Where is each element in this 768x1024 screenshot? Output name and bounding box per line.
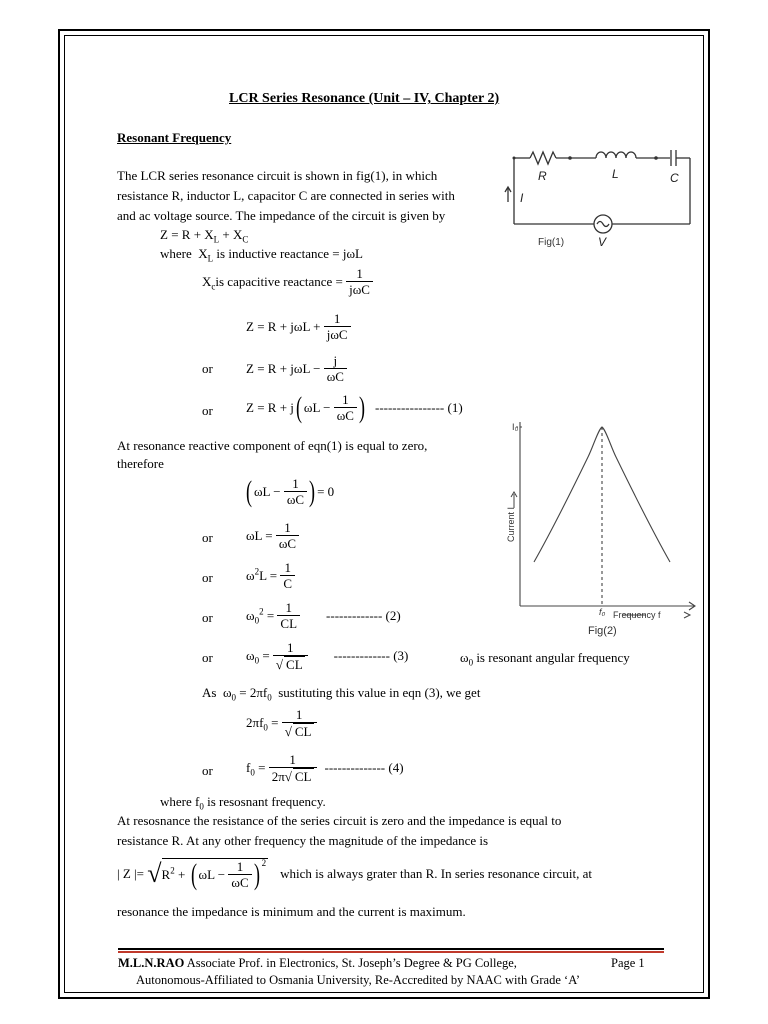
fig1-label-c: C [670,171,679,185]
eq-4: $f_0$ = $\frac{1}{2\pi√ CL}$ -------------- (4) [246,752,404,784]
or-label-4: or [202,570,213,585]
fig2-y-label: Current I [506,506,516,542]
footer-line2: Autonomous-Affiliated to Osmania University, Re-Accredited by NAAC with Grade ‘A’ [136,973,581,987]
fig1-label-l: L [612,167,619,181]
eq-3: $\omega_0$ = $\frac{1}{√ CL}$ ------------- (3) [246,640,409,672]
fig2-caption: Fig(2) [588,625,617,637]
eq-zero: ( ωL − $\frac{1}{\omega C}$ ) = 0 [246,474,335,508]
footer-rule-black [118,948,664,950]
eq-1: Z = R + j ( ωL − $\frac{1}{\omega C}$ ) ---------------- (1) [246,390,463,424]
eq-z-sum: $Z = R + X_L + X_C$ [160,227,249,245]
eq-marker-1: ---------------- (1) [374,399,463,415]
xc-text: is capacitive reactance = [215,273,343,289]
xl-text: is inductive reactance = jωL [213,246,363,261]
or-label-6: or [202,650,213,665]
inductor-symbol [596,152,636,158]
figure1-circuit [500,140,700,252]
fig2-f0-label: f₀ [599,607,606,617]
para2-line2: resistance R. At any other frequency the magnitude of the impedance is [117,833,489,848]
resonance-line1: At resonance reactive component of eqn(1) is equal to zero, [117,438,428,453]
or-label-5: or [202,610,213,625]
section-heading: Resonant Frequency [117,130,232,145]
eq-w2l: $\omega^2L$ = $\frac{1}{C}$ [246,560,295,591]
para2-line1: At resosnance the resistance of the series circuit is zero and the impedance is equal to [117,813,562,828]
fig2-x-label: Frequency f [613,610,661,620]
footer-line1 [118,955,517,971]
as-text: As [202,685,217,700]
eq-wl: ωL = $\frac{1}{\omega C}$ [246,520,299,551]
footer-rule-red [118,951,664,953]
fig1-caption: Fig(1) [538,237,565,248]
eq-z-expanded: Z = R + jωL + $\frac{1}{\text{jωC}}$ [246,311,351,342]
eq-marker-2: ------------- (2) [326,607,401,623]
figure2-resonance-curve [496,412,706,638]
where-f0-tail: is resosnant frequency. [203,794,326,809]
or-label-1: or [202,361,213,376]
footer-author-name: M.L.N.RAO [118,956,185,970]
fig1-label-r: R [538,169,547,183]
or-label-7: or [202,763,213,778]
fig2-peak-label: I₀ [512,422,519,432]
footer-affiliation: Associate Prof. in Electronics, St. Joseph’s Degree & PG College, [184,956,517,970]
final-line: resonance the impedance is minimum and the current is maximum. [117,904,466,919]
eq-marker-4: -------------- (4) [324,760,404,775]
eq-z-minus: Z = R + jωL − $\frac{j}{\omega C}$ [246,353,347,384]
para1-line1: The LCR series resonance circuit is shown in fig(1), in which [117,168,438,183]
eq-2: $\omega_0^2$ = $\frac{1}{CL}$ ------------- (2) [246,600,401,631]
footer-page-number: Page 1 [611,956,645,970]
page-title: LCR Series Resonance (Unit – IV, Chapter 2) [229,91,500,106]
fig1-label-v: V [598,235,607,249]
para1-line2: resistance R, inductor L, capacitor C are connected in series with [117,188,455,203]
resonance-line2: therefore [117,456,164,471]
impedance-tail: which is always grater than R. In series resonance circuit, at [280,866,593,881]
as-line: As $\omega_0 = 2\pi f_0$ sustituting this value in eqn (3), we get [202,685,481,703]
where-f0-line: where $f_0$ is resosnant frequency. [160,794,326,812]
eq-xc-line: $X_c$ is capacitive reactance = $\frac{1}{\text{jωC}}$ [202,266,373,297]
resistor-symbol [530,152,556,164]
omega-note: $\omega_0$ is resonant angular frequency [460,650,630,668]
omega-note-text: is resonant angular frequency [473,650,630,665]
fig1-label-i: I [520,191,524,205]
or-label-2: or [202,403,213,418]
eq-impedance-magnitude: | Z |= √ $R^2$ + ( ωL − $\frac{1}{\omega C}$ ) 2 which is always grater than R. In series resonance circuit, at [117,857,593,891]
where-f0-text: where f [160,794,200,809]
eq-2pif0: $2\pi f_0$ = $\frac{1}{√ CL}$ [246,707,317,739]
or-label-3: or [202,530,213,545]
subst-text: sustituting this value in eqn (3), we get [278,685,481,700]
where-text: where [160,246,192,261]
para1-line3: and ac voltage source. The impedance of the circuit is given by [117,208,446,223]
eq-marker-3: ------------- (3) [333,648,409,663]
eq-z-text: Z = R + X [160,227,214,242]
eq-xl-line: where $X_L$ is inductive reactance = jωL [160,246,363,264]
